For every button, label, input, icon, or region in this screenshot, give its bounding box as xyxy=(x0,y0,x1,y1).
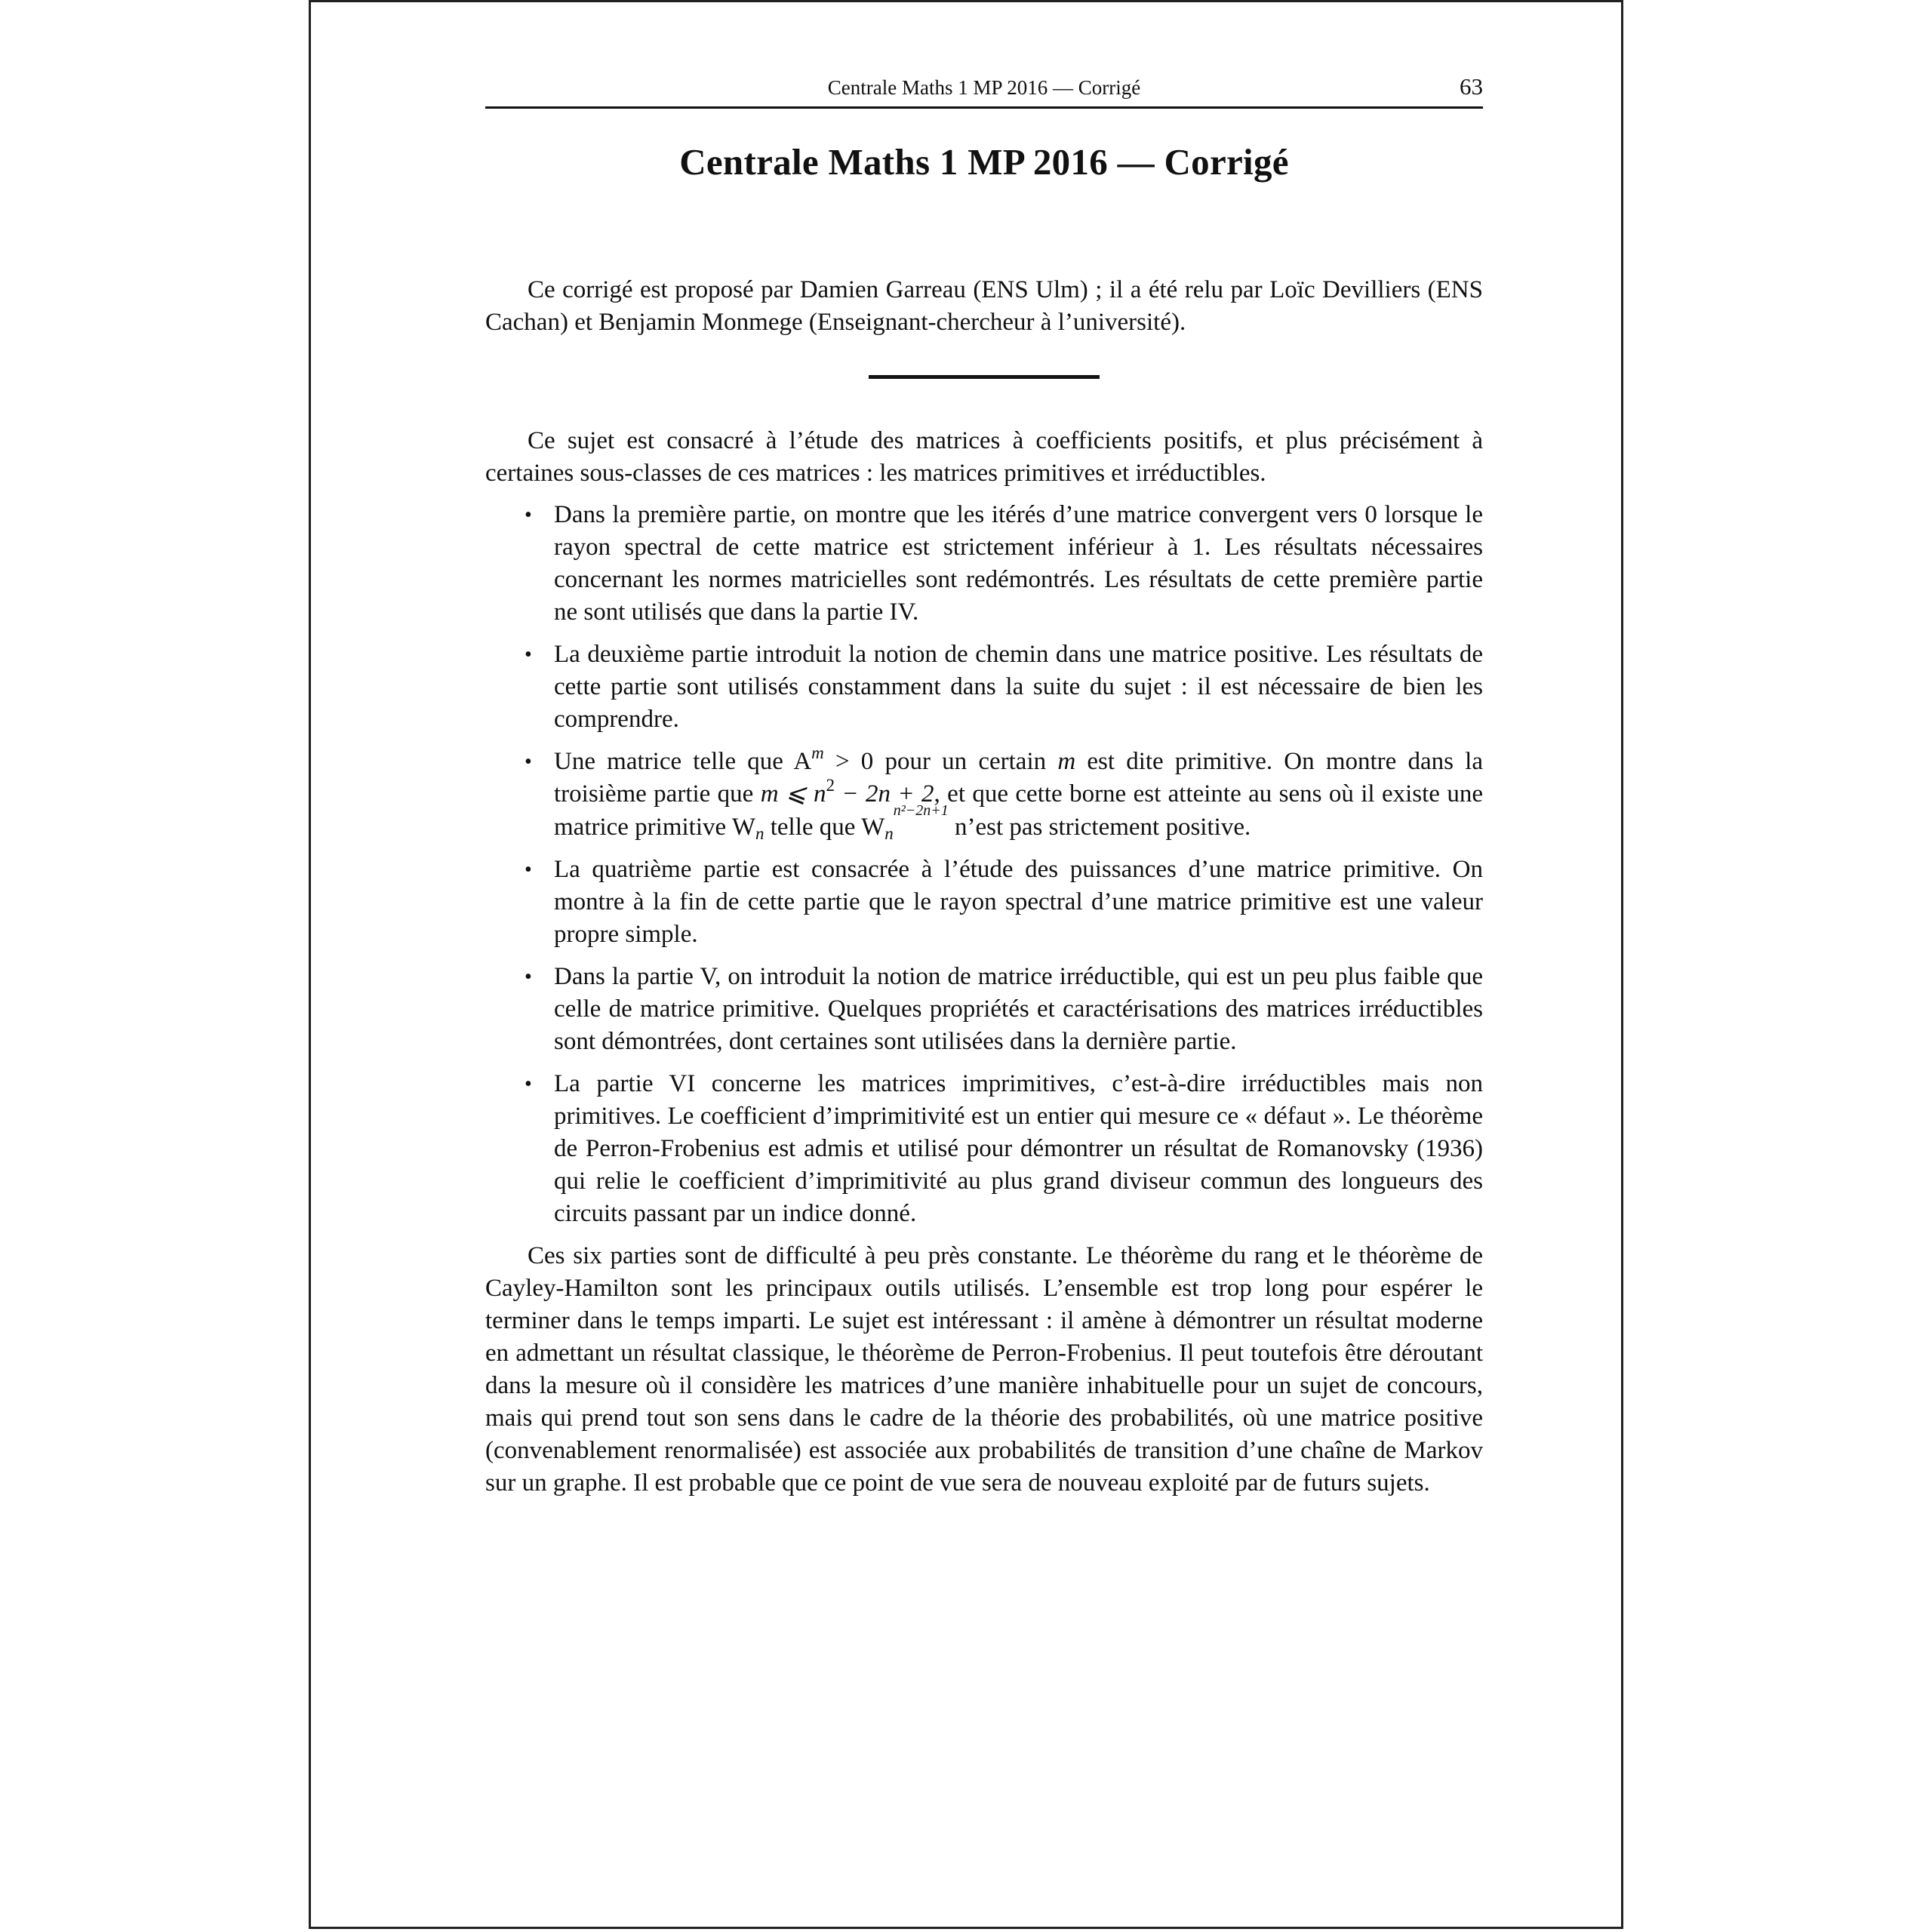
math-exponent: n²−2n+1 xyxy=(893,802,949,819)
credits-paragraph: Ce corrigé est proposé par Damien Garreau (ENS Ulm) ; il a été relu par Loïc Devilliers (ENS Cachan) et Benjamin Monmege (Enseignant-chercheur à l’université). xyxy=(485,276,1483,336)
math-inequality-rest: − 2n + 2 xyxy=(834,780,934,808)
math-superscript: m xyxy=(811,743,824,762)
text-run: > 0 pour un certain xyxy=(823,748,1058,775)
running-header-title: Centrale Maths 1 MP 2016 — Corrigé xyxy=(827,76,1141,99)
list-item-text: Dans la partie V, on introduit la notion de matrice irréductible, qui est un peu plus faible que celle de matrice primitive. Quelques propriétés et caractérisations des matrices irréductibles sont démontrées, dont certaines sont utilisées dans la dernière partie. xyxy=(554,963,1483,1055)
list-item xyxy=(485,638,1483,736)
list-item-text xyxy=(554,743,1483,843)
list-item-text: Dans la première partie, on montre que les itérés d’une matrice convergent vers 0 lorsque le rayon spectral de cette matrice est strictement inférieur à 1. Les résultats nécessaires concernant les normes matricielles sont redémontrés. Les résultats de cette première partie ne sont utilisés que dans la partie IV. xyxy=(554,501,1483,626)
text-run: est dite primitive. On montre dans la troisième partie que xyxy=(554,748,1483,808)
page-content xyxy=(485,72,1483,1500)
list-item-text: La partie VI concerne les matrices imprimitives, c’est-à-dire irréductibles mais non primitives. Le coefficient d’imprimitivité est un entier qui mesure ce « défaut ». Le théorème de Perron-Frobenius est admis et utilisé pour démontrer un résultat de Romanovsky (1936) qui relie le coefficient d’imprimitivité au plus grand diviseur commun des longueurs des circuits passant par un indice donné. xyxy=(554,1070,1483,1227)
document-page xyxy=(309,0,1623,1929)
bullet-icon: • xyxy=(525,750,532,774)
bullet-icon: • xyxy=(525,1072,532,1096)
document-title: Centrale Maths 1 MP 2016 — Corrigé xyxy=(679,141,1289,183)
math-subscript: n xyxy=(755,824,764,843)
page-number: 63 xyxy=(1460,73,1483,100)
parts-list xyxy=(485,499,1483,1230)
list-item xyxy=(485,499,1483,629)
list-item xyxy=(485,1068,1483,1230)
section-divider xyxy=(869,375,1100,379)
math-inequality: m ⩽ n xyxy=(760,780,826,808)
math-superscript: 2 xyxy=(826,776,835,795)
list-item-text: La deuxième partie introduit la notion de chemin dans une matrice positive. Les résultats de cette partie sont utilisés constamment dans la suite du sujet : il est nécessaire de bien les comprendre. xyxy=(554,641,1483,733)
bullet-icon: • xyxy=(525,858,532,881)
text-run: n’est pas strictement positive. xyxy=(948,814,1251,841)
bullet-icon: • xyxy=(525,643,532,666)
running-header xyxy=(485,72,1483,109)
math-subscript: n xyxy=(884,824,894,843)
closing-paragraph: Ces six parties sont de difficulté à peu près constante. Le théorème du rang et le théorème de Cayley-Hamilton sont les principaux outils utilisés. L’ensemble est trop long pour espérer le terminer dans le temps imparti. Le sujet est intéressant : il amène à démontrer un résultat moderne en admettant un résultat classique, le théorème de Perron-Frobenius. Il peut toutefois être déroutant dans la mesure où il considère les matrices d’une manière inhabituelle pour un sujet de concours, mais qui prend tout son sens dans le cadre de la théorie des probabilités, où une matrice positive (convenablement renormalisée) est associée aux probabilités de transition d’une chaîne de Markov sur un graphe. Il est probable que ce point de vue sera de nouveau exploité par de futurs sujets. xyxy=(485,1242,1483,1497)
math-variable: m xyxy=(1057,748,1076,775)
text-run: Une matrice telle que A xyxy=(554,748,812,775)
text-run: , et que cette borne est atteinte au sens où il existe une matrice primitive W xyxy=(554,780,1483,841)
bullet-icon: • xyxy=(525,503,532,527)
list-item xyxy=(485,854,1483,951)
text-run: telle que W xyxy=(764,814,885,841)
bullet-icon: • xyxy=(525,965,532,989)
list-item xyxy=(485,961,1483,1058)
intro-paragraph: Ce sujet est consacré à l’étude des matrices à coefficients positifs, et plus précisément à certaines sous-classes de ces matrices : les matrices primitives et irréductibles. xyxy=(485,427,1483,487)
list-item-text: La quatrième partie est consacrée à l’étude des puissances d’une matrice primitive. On montre à la fin de cette partie que le rayon spectral d’une matrice primitive est une valeur propre simple. xyxy=(554,856,1483,948)
list-item xyxy=(485,743,1483,844)
